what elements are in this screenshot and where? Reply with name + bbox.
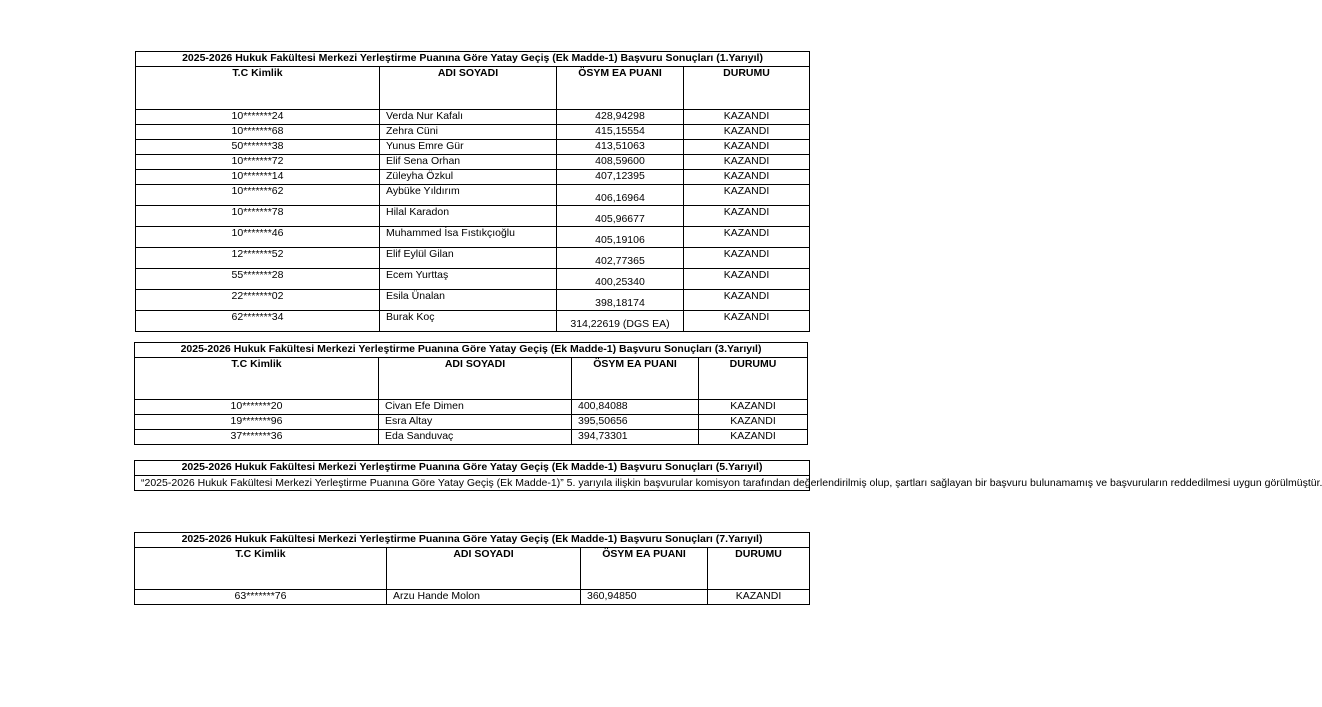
- table-row: [136, 248, 810, 269]
- status-cell: KAZANDI: [684, 206, 810, 227]
- name-cell: Zehra Cüni: [380, 125, 557, 140]
- status-cell: KAZANDI: [684, 290, 810, 311]
- name-cell: Esila Ünalan: [380, 290, 557, 311]
- score-cell: 415,15554: [557, 125, 684, 140]
- table-row: [136, 227, 810, 248]
- status-cell: KAZANDI: [699, 415, 808, 430]
- tc-cell: 63*******76: [135, 590, 387, 605]
- name-cell: Züleyha Özkul: [380, 170, 557, 185]
- status-cell: KAZANDI: [684, 170, 810, 185]
- name-cell: Civan Efe Dimen: [379, 400, 572, 415]
- name-cell: Elif Eylül Gilan: [380, 248, 557, 269]
- name-cell: Esra Altay: [379, 415, 572, 430]
- col-header-tc: T.C Kimlik: [135, 358, 379, 400]
- status-cell: KAZANDI: [684, 227, 810, 248]
- tc-cell: 22*******02: [136, 290, 380, 311]
- status-cell: KAZANDI: [699, 430, 808, 445]
- table-row: [136, 155, 810, 170]
- col-header-status: DURUMU: [684, 67, 810, 110]
- col-header-score: ÖSYM EA PUANI: [572, 358, 699, 400]
- status-cell: KAZANDI: [684, 248, 810, 269]
- col-header-name: ADI SOYADI: [387, 548, 581, 590]
- results-table-semester-1: [135, 51, 810, 332]
- status-cell: KAZANDI: [684, 269, 810, 290]
- name-cell: Burak Koç: [380, 311, 557, 332]
- table-row: [135, 415, 808, 430]
- status-cell: KAZANDI: [684, 311, 810, 332]
- name-cell: Yunus Emre Gür: [380, 140, 557, 155]
- table-title: 2025-2026 Hukuk Fakültesi Merkezi Yerleştirme Puanına Göre Yatay Geçiş (Ek Madde-1) Başvuru Sonuçları (5.Yarıyıl): [135, 461, 810, 476]
- results-table-semester-5: [134, 460, 1322, 491]
- table-row: [136, 110, 810, 125]
- name-cell: Arzu Hande Molon: [387, 590, 581, 605]
- score-cell: 360,94850: [581, 590, 708, 605]
- tc-cell: 10*******20: [135, 400, 379, 415]
- status-cell: KAZANDI: [708, 590, 810, 605]
- score-cell: 408,59600: [557, 155, 684, 170]
- col-header-name: ADI SOYADI: [379, 358, 572, 400]
- score-cell: 406,16964: [557, 185, 684, 206]
- col-header-name: ADI SOYADI: [380, 67, 557, 110]
- status-cell: KAZANDI: [684, 140, 810, 155]
- tc-cell: 12*******52: [136, 248, 380, 269]
- score-cell: 405,19106: [557, 227, 684, 248]
- score-cell: 400,25340: [557, 269, 684, 290]
- name-cell: Verda Nur Kafalı: [380, 110, 557, 125]
- table-row: [136, 125, 810, 140]
- name-cell: Muhammed İsa Fıstıkçıoğlu: [380, 227, 557, 248]
- table-title: 2025-2026 Hukuk Fakültesi Merkezi Yerleştirme Puanına Göre Yatay Geçiş (Ek Madde-1) Başvuru Sonuçları (1.Yarıyıl): [136, 52, 810, 67]
- table-title: 2025-2026 Hukuk Fakültesi Merkezi Yerleştirme Puanına Göre Yatay Geçiş (Ek Madde-1) Başvuru Sonuçları (3.Yarıyıl): [135, 343, 808, 358]
- status-cell: KAZANDI: [684, 110, 810, 125]
- score-cell: 402,77365: [557, 248, 684, 269]
- table-row: [135, 430, 808, 445]
- col-header-score: ÖSYM EA PUANI: [581, 548, 708, 590]
- score-cell: 398,18174: [557, 290, 684, 311]
- score-cell: 400,84088: [572, 400, 699, 415]
- tc-cell: 10*******24: [136, 110, 380, 125]
- score-cell: 413,51063: [557, 140, 684, 155]
- tc-cell: 10*******68: [136, 125, 380, 140]
- score-cell: 428,94298: [557, 110, 684, 125]
- status-cell: KAZANDI: [684, 155, 810, 170]
- results-table-semester-7: [134, 532, 810, 605]
- col-header-score: ÖSYM EA PUANI: [557, 67, 684, 110]
- tc-cell: 10*******14: [136, 170, 380, 185]
- table-row: [136, 206, 810, 227]
- col-header-tc: T.C Kimlik: [135, 548, 387, 590]
- score-cell: 314,22619 (DGS EA): [557, 311, 684, 332]
- name-cell: Aybüke Yıldırım: [380, 185, 557, 206]
- status-cell: KAZANDI: [684, 185, 810, 206]
- tc-cell: 10*******72: [136, 155, 380, 170]
- name-cell: Hilal Karadon: [380, 206, 557, 227]
- score-cell: 394,73301: [572, 430, 699, 445]
- table-row: [136, 269, 810, 290]
- score-cell: 407,12395: [557, 170, 684, 185]
- score-cell: 395,50656: [572, 415, 699, 430]
- name-cell: Eda Sanduvaç: [379, 430, 572, 445]
- table-row: [136, 140, 810, 155]
- table-row: [136, 311, 810, 332]
- table-row: [136, 185, 810, 206]
- tc-cell: 50*******38: [136, 140, 380, 155]
- tc-cell: 55*******28: [136, 269, 380, 290]
- col-header-status: DURUMU: [699, 358, 808, 400]
- col-header-status: DURUMU: [708, 548, 810, 590]
- tc-cell: 19*******96: [135, 415, 379, 430]
- name-cell: Ecem Yurttaş: [380, 269, 557, 290]
- results-table-semester-3: [134, 342, 808, 445]
- tc-cell: 62*******34: [136, 311, 380, 332]
- table-row: [135, 590, 810, 605]
- table-row: [136, 170, 810, 185]
- status-cell: KAZANDI: [699, 400, 808, 415]
- tc-cell: 37*******36: [135, 430, 379, 445]
- table-title: 2025-2026 Hukuk Fakültesi Merkezi Yerleştirme Puanına Göre Yatay Geçiş (Ek Madde-1) Başvuru Sonuçları (7.Yarıyıl): [135, 533, 810, 548]
- score-cell: 405,96677: [557, 206, 684, 227]
- col-header-tc: T.C Kimlik: [136, 67, 380, 110]
- tc-cell: 10*******78: [136, 206, 380, 227]
- tc-cell: 10*******62: [136, 185, 380, 206]
- table-row: [135, 400, 808, 415]
- tc-cell: 10*******46: [136, 227, 380, 248]
- table-row: [136, 290, 810, 311]
- rejection-note: “2025-2026 Hukuk Fakültesi Merkezi Yerleştirme Puanına Göre Yatay Geçiş (Ek Madde-1)” 5. yarıyıla ilişkin başvurular komisyon tarafından değerlendirilmiş olup, şartları sağlayan bir başvuru bulunamamış ve başvuruların reddedilmesi uygun görülmüştür.: [135, 476, 810, 491]
- name-cell: Elif Sena Orhan: [380, 155, 557, 170]
- status-cell: KAZANDI: [684, 125, 810, 140]
